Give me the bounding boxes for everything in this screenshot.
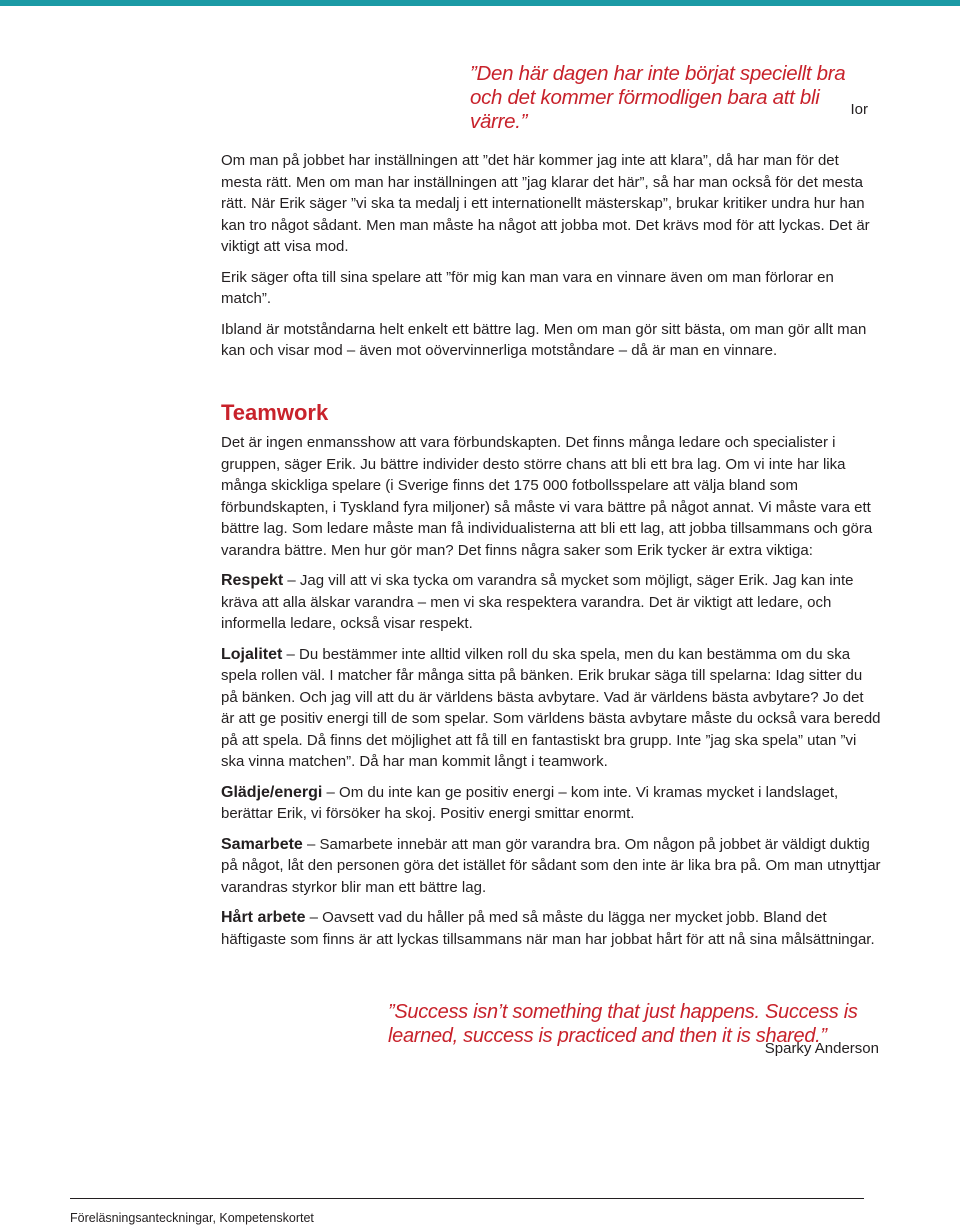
- value-term: Glädje/energi: [221, 783, 323, 801]
- footer-label: Föreläsningsanteckningar, Kompetenskortet: [70, 1211, 314, 1225]
- value-respekt: [221, 570, 881, 635]
- value-description: – Jag vill att vi ska tycka om varandra så mycket som möjligt, säger Erik. Jag kan inte kräva att alla älskar varandra – men vi ska respektera varandra. Det är viktigt att ledare, och informella ledare, också visar respekt.: [221, 572, 854, 632]
- value-gladje-energi: [221, 782, 881, 825]
- value-samarbete: [221, 834, 881, 899]
- teamwork-heading: Teamwork: [221, 400, 329, 425]
- value-description: – Samarbete innebär att man gör varandra bra. Om någon på jobbet är väldigt duktig på något, låt den personen göra det istället för sådant som den inte är lika bra på. Om man utnyttjar varandras styrkor blir man ett bättre lag.: [221, 835, 881, 896]
- value-lojalitet: [221, 644, 881, 773]
- closing-quote-author: Sparky Anderson: [764, 1040, 879, 1057]
- intro-paragraph-2: Erik säger ofta till sina spelare att ”för mig kan man vara en vinnare även om man förlorar en match”.: [221, 268, 834, 307]
- closing-quote: ”Success isn’t something that just happens. Success is learned, success is practiced and then it is shared.”: [388, 1001, 858, 1047]
- value-term: Lojalitet: [221, 645, 283, 663]
- top-accent-bar: [0, 0, 960, 6]
- teamwork-section: [221, 432, 881, 950]
- intro-paragraph-3: Ibland är motståndarna helt enkelt ett bättre lag. Men om man gör sitt bästa, om man gör allt man kan och visar mod – även mot oövervinnerliga motståndare – då är man en vinnare.: [221, 320, 867, 359]
- opening-quote-author: Ior: [850, 101, 868, 118]
- value-description: – Oavsett vad du håller på med så måste du lägga ner mycket jobb. Bland det häftigaste som finns är att lyckas tillsammans när man har jobbat hårt för att nå sina målsättningar.: [221, 909, 875, 948]
- value-term: Samarbete: [221, 835, 303, 853]
- footer-divider: [70, 1198, 864, 1199]
- intro-paragraph-1: Om man på jobbet har inställningen att ”det här kommer jag inte att klara”, då har man för det mesta rätt. Men om man har inställningen att ”jag klarar det här”, så har man också för det mesta rätt. När Erik säger ”vi ska ta medalj i ett internationellt mästerskap”, brukar kritiker undra hur han kan tro något sådant. Men man måste ha något att jobba mot. Det krävs mod för att lyckas. Det är viktigt att visa mod.: [221, 152, 870, 255]
- value-description: – Om du inte kan ge positiv energi – kom inte. Vi kramas mycket i landslaget, berättar Erik, vi försöker ha skoj. Positiv energi smittar enormt.: [221, 783, 839, 822]
- value-description: – Du bestämmer inte alltid vilken roll du ska spela, men du kan bestämma om du ska spela rollen väl. I matcher får många sitta på bänken. Erik brukar säga till spelarna: Idag sitter du på bänken. Och jag vill att du är världens bästa avbytare. Vad är världens bästa avbytare? Jo det är att ge positiv energi till de som spelar. Som världens bästa avbytare måste du också vara beredd på att spela. Då finns det möjlighet att få till en fantastiskt bra grupp. Inte ”jag ska spela” utan ”vi ska vinna matchen”. Då har man kommit långt i teamwork.: [221, 645, 881, 770]
- value-hart-arbete: [221, 907, 881, 950]
- teamwork-intro: Det är ingen enmansshow att vara förbundskapten. Det finns många ledare och specialister i gruppen, säger Erik. Ju bättre individer desto större chans att bli ett bra lag. Om vi inte har lika många skickliga spelare (i Sverige finns det 175 000 fotbollsspelare att välja bland som förbundskapten, i Tyskland fyra miljoner) så måste vi vara bättre på något annat. Vi måste vara ett bättre lag. Som ledare måste man få individualisterna att bli ett lag, att jobba tillsammans och göra varandra bättre. Men hur gör man? Det finns några saker som Erik tycker är extra viktiga:: [221, 434, 873, 559]
- value-term: Respekt: [221, 572, 284, 589]
- opening-quote: ”Den här dagen har inte börjat speciellt bra och det kommer förmodligen bara att bli värre.”: [470, 62, 846, 133]
- value-term: Hårt arbete: [221, 909, 306, 926]
- intro-section: [221, 150, 881, 362]
